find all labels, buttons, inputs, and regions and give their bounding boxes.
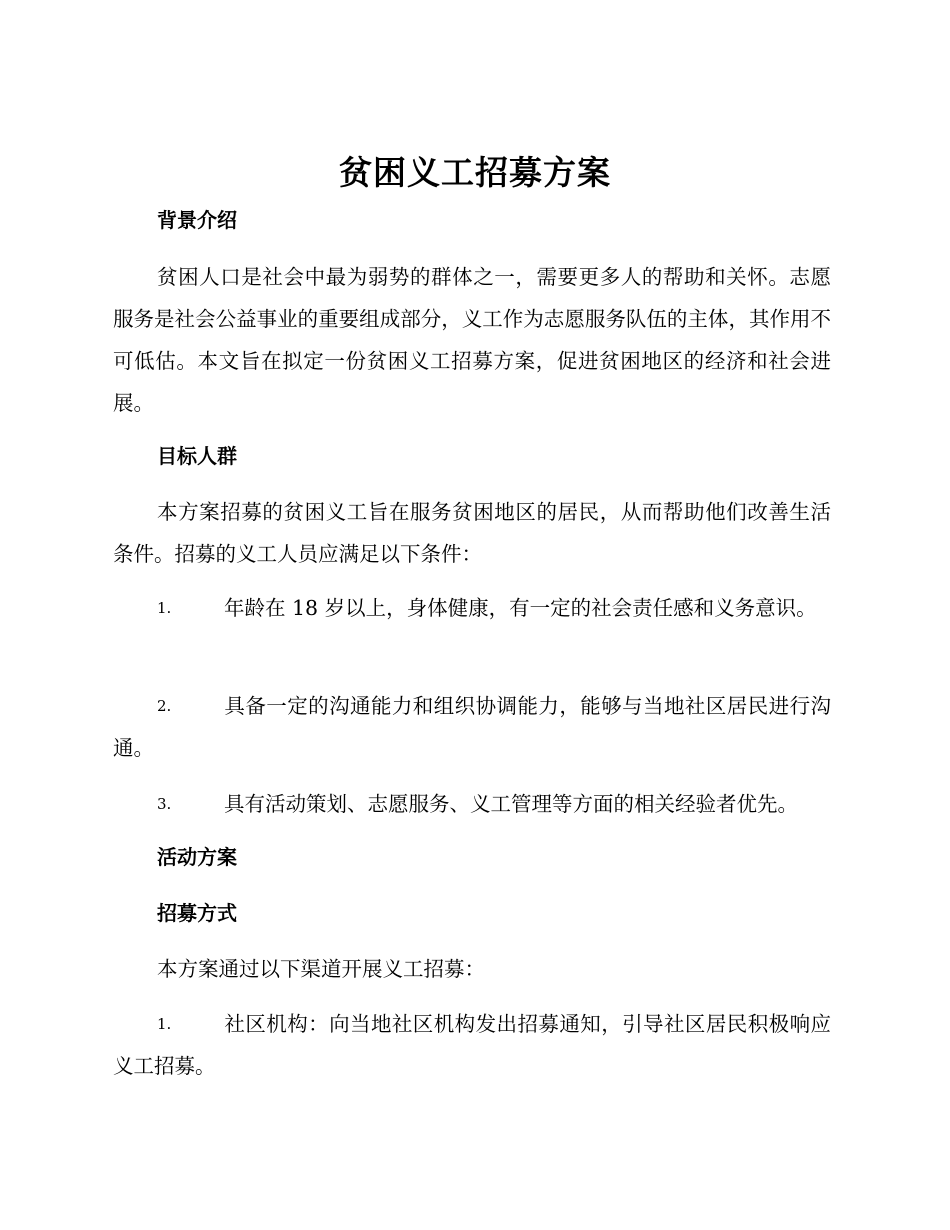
heading-activity: 活动方案	[157, 845, 237, 869]
list-text: 具有活动策划、志愿服务、义工管理等方面的相关经验者优先。	[224, 792, 798, 816]
heading-target: 目标人群	[157, 444, 237, 468]
paragraph-target: 本方案招募的贫困义工旨在服务贫困地区的居民，从而帮助他们改善生活条件。招募的义工人员应满足以下条件：	[113, 500, 831, 566]
list-item-recruit-1	[113, 1003, 831, 1087]
document-title: 贫困义工招募方案	[339, 153, 611, 192]
list-item-target-3	[113, 783, 831, 825]
list-item-target-2	[113, 685, 831, 769]
list-text: 具备一定的沟通能力和组织协调能力，能够与当地社区居民进行沟通。	[113, 694, 831, 760]
list-text: 年龄在 18 岁以上，身体健康，有一定的社会责任感和义务意识。	[224, 596, 817, 620]
list-number: 1.	[157, 1015, 172, 1033]
list-text: 社区机构：向当地社区机构发出招募通知，引导社区居民积极响应义工招募。	[113, 1012, 831, 1078]
list-number: 1.	[157, 599, 172, 617]
list-number: 2.	[157, 697, 172, 715]
list-item-target-1	[113, 587, 831, 629]
paragraph-recruit: 本方案通过以下渠道开展义工招募：	[157, 957, 485, 981]
heading-recruit: 招募方式	[157, 901, 237, 925]
list-number: 3.	[157, 795, 172, 813]
paragraph-background: 贫困人口是社会中最为弱势的群体之一，需要更多人的帮助和关怀。志愿服务是社会公益事业的重要组成部分，义工作为志愿服务队伍的主体，其作用不可低估。本文旨在拟定一份贫困义工招募方案，促进贫困地区的经济和社会进展。	[113, 265, 831, 415]
heading-background: 背景介绍	[157, 208, 237, 232]
